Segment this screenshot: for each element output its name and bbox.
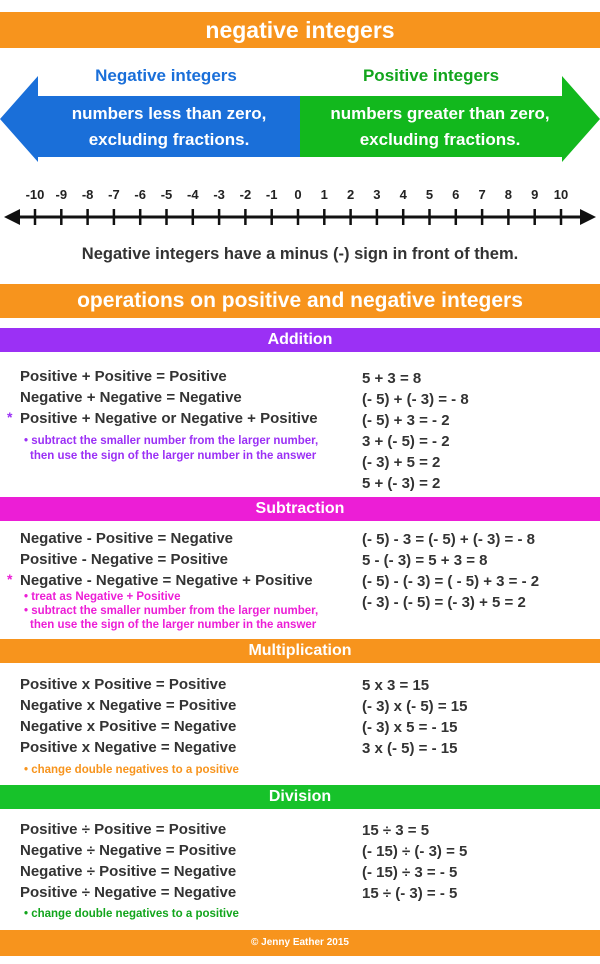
tick-label: -6 <box>134 187 146 202</box>
addition-rule: Negative + Negative = Negative <box>20 389 242 406</box>
tick-label: -2 <box>239 187 252 202</box>
addition-rule: Positive + Negative or Negative + Positive <box>20 410 318 427</box>
page-title: negative integers <box>0 12 600 48</box>
multiplication-rule: Negative x Positive = Negative <box>20 718 237 735</box>
division-example: 15 ÷ (- 3) = - 5 <box>362 885 458 902</box>
tick-label: 4 <box>399 187 407 202</box>
positive-description-line: numbers greater than zero, <box>330 104 550 123</box>
tick-label: 1 <box>320 187 328 202</box>
division-rule: Positive ÷ Positive = Positive <box>20 821 227 838</box>
division-example: (- 15) ÷ (- 3) = 5 <box>362 843 468 860</box>
multiplication-heading: Multiplication <box>0 639 600 663</box>
subtraction-example: (- 5) - 3 = (- 5) + (- 3) = - 8 <box>362 531 535 548</box>
subtraction-example: 5 - (- 3) = 5 + 3 = 8 <box>362 552 488 569</box>
addition-example: (- 5) + (- 3) = - 8 <box>362 391 469 408</box>
tick-label: -9 <box>55 187 68 202</box>
tick-label: -10 <box>25 187 45 202</box>
tick-label: -5 <box>160 187 173 202</box>
tick-label: -3 <box>213 187 225 202</box>
subtraction-note: • treat as Negative + Positive <box>24 591 181 603</box>
multiplication-rule: Negative x Negative = Positive <box>20 697 237 714</box>
subtraction-star: * <box>7 571 13 587</box>
multiplication-example: 5 x 3 = 15 <box>362 677 430 694</box>
tick-label: -8 <box>81 187 94 202</box>
tick-label: 0 <box>294 187 302 202</box>
operations-title: operations on positive and negative integers <box>0 284 600 318</box>
copyright-footer: © Jenny Eather 2015 <box>0 930 600 956</box>
multiplication-example: 3 x (- 5) = - 15 <box>362 740 458 757</box>
addition-example: 5 + (- 3) = 2 <box>362 475 441 492</box>
multiplication-note: • change double negatives to a positive <box>24 764 239 776</box>
positive-description <box>305 101 575 153</box>
tick-label: 3 <box>373 187 381 202</box>
subtraction-rule: Negative - Negative = Negative + Positive <box>20 572 313 589</box>
tick-label: 9 <box>531 187 539 202</box>
positive-description-line: excluding fractions. <box>359 130 521 149</box>
tick-label: 8 <box>504 187 512 202</box>
subtraction-example: (- 5) - (- 3) = ( - 5) + 3 = - 2 <box>362 573 540 590</box>
number-line <box>0 200 600 234</box>
addition-note: then use the sign of the larger number in the answer <box>30 450 317 462</box>
addition-rule: Positive + Positive = Positive <box>20 368 227 385</box>
tick-label: 7 <box>478 187 486 202</box>
multiplication-example: (- 3) x 5 = - 15 <box>362 719 458 736</box>
minus-sign-note: Negative integers have a minus (-) sign in front of them. <box>81 245 519 263</box>
division-note: • change double negatives to a positive <box>24 908 239 920</box>
subtraction-rule: Negative - Positive = Negative <box>20 530 234 547</box>
subtraction-rule: Positive - Negative = Positive <box>20 551 229 568</box>
subtraction-example: (- 3) - (- 5) = (- 3) + 5 = 2 <box>362 594 526 611</box>
addition-example: 3 + (- 5) = - 2 <box>362 433 450 450</box>
tick-label: -7 <box>108 187 120 202</box>
subtraction-note: then use the sign of the larger number in the answer <box>30 619 317 631</box>
addition-example: 5 + 3 = 8 <box>362 370 422 387</box>
addition-star: * <box>7 409 13 425</box>
positive-integers-heading: Positive integers <box>362 66 500 85</box>
division-rule: Positive ÷ Negative = Negative <box>20 884 237 901</box>
subtraction-note: • subtract the smaller number from the larger number, <box>24 605 319 617</box>
subtraction-heading: Subtraction <box>0 497 600 521</box>
tick-label: 2 <box>346 187 355 202</box>
negative-description <box>34 101 304 153</box>
tick-label: 5 <box>425 187 434 202</box>
multiplication-rule: Positive x Positive = Positive <box>20 676 227 693</box>
division-example: (- 15) ÷ 3 = - 5 <box>362 864 458 881</box>
negative-description-line: numbers less than zero, <box>71 104 267 123</box>
negative-integers-heading: Negative integers <box>95 66 237 85</box>
negative-description-line: excluding fractions. <box>88 130 250 149</box>
division-rule: Negative ÷ Negative = Positive <box>20 842 237 859</box>
division-heading: Division <box>0 785 600 809</box>
addition-heading: Addition <box>0 328 600 352</box>
division-example: 15 ÷ 3 = 5 <box>362 822 430 839</box>
multiplication-example: (- 3) x (- 5) = 15 <box>362 698 468 715</box>
tick-label: 10 <box>553 187 569 202</box>
number-line-right-arrowhead <box>580 209 596 225</box>
multiplication-rule: Positive x Negative = Negative <box>20 739 237 756</box>
tick-label: -1 <box>265 187 278 202</box>
tick-label: 6 <box>452 187 460 202</box>
tick-label: -4 <box>187 187 199 202</box>
addition-note: • subtract the smaller number from the larger number, <box>24 435 319 447</box>
division-rule: Negative ÷ Positive = Negative <box>20 863 237 880</box>
addition-example: (- 3) + 5 = 2 <box>362 454 441 471</box>
number-line-left-arrowhead <box>4 209 20 225</box>
addition-example: (- 5) + 3 = - 2 <box>362 412 450 429</box>
